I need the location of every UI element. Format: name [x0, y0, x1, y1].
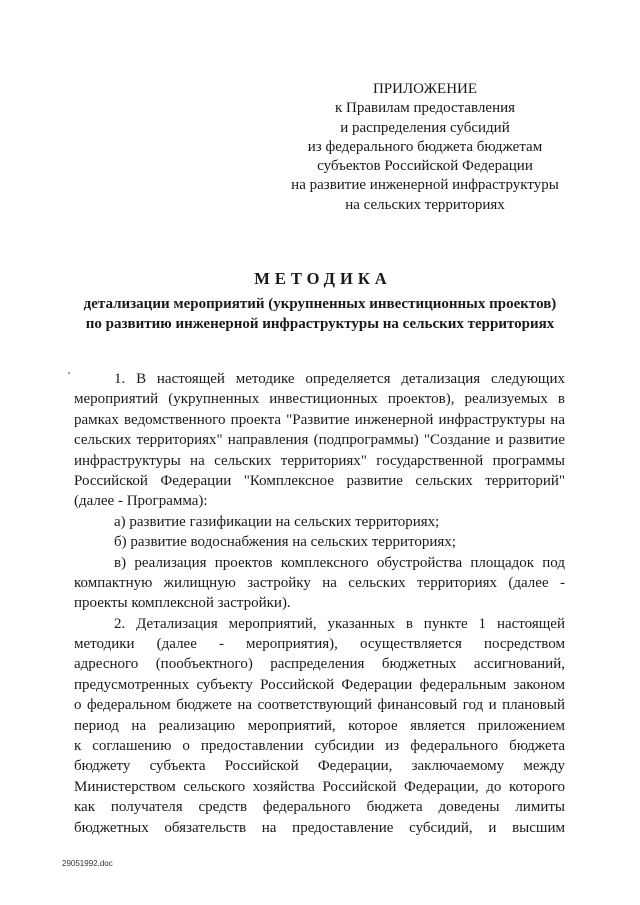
document-body [74, 369, 565, 838]
body-line: б) развитие водоснабжения на сельских территориях; [114, 534, 456, 551]
body-line: адресного (пообъектного) распределения бюджетных ассигнований, [74, 656, 565, 673]
body-line: период на реализацию мероприятий, которое является приложением [74, 717, 565, 734]
appendix-line: и распределения субсидий [340, 119, 510, 136]
body-line: методики (далее - мероприятия), осуществляется посредством [74, 636, 565, 653]
body-line: к соглашению о предоставлении субсидии из федерального бюджета [74, 738, 565, 755]
subtitle-line: по развитию инженерной инфраструктуры на сельских территориях [85, 315, 555, 332]
body-line: 1. В настоящей методике определяется детализация следующих [114, 371, 565, 387]
appendix-line: на развитие инженерной инфраструктуры [291, 177, 559, 194]
scan-speck [68, 372, 70, 374]
body-line: о федеральном бюджете на соответствующий финансовый год и плановый [74, 697, 565, 714]
body-line: мероприятий (укрупненных инвестиционных проектов), реализуемых в [74, 391, 565, 408]
appendix-line: на сельских территориях [345, 196, 505, 213]
body-line: рамках ведомственного проекта "Развитие инженерной инфраструктуры на [74, 411, 565, 428]
body-line: как получателя средств федерального бюджета доведены лимиты [74, 799, 565, 816]
appendix-header [270, 80, 580, 215]
body-line: предусмотренных субъекту Российской Федерации федеральным законом [74, 676, 565, 693]
body-line: бюджетных обязательств на предоставление субсидий, и высшим [74, 819, 565, 836]
body-line: проекты комплексной застройки). [74, 595, 291, 612]
body-line: Министерством сельского хозяйства Российской Федерации, до которого [74, 778, 565, 795]
subtitle-line: детализации мероприятий (укрупненных инвестиционных проектов) [83, 296, 557, 312]
body-line: Российской Федерации "Комплексное развитие сельских территорий" [74, 472, 565, 489]
body-line: в) реализация проектов комплексного обустройства площадок под [114, 554, 565, 571]
file-code-footer: 29051992.doc [62, 859, 113, 868]
appendix-line: субъектов Российской Федерации [317, 158, 533, 175]
appendix-line: из федерального бюджета бюджетам [307, 138, 543, 155]
appendix-line: ПРИЛОЖЕНИЕ [372, 81, 478, 97]
body-line: 2. Детализация мероприятий, указанных в пункте 1 настоящей [114, 615, 565, 632]
body-line: инфраструктуры на сельских территориях" государственной программы [74, 452, 565, 469]
body-line: а) развитие газификации на сельских территориях; [114, 513, 440, 530]
body-line: компактную жилищную застройку на сельских территориях (далее - [74, 574, 565, 591]
body-line: сельских территориях" направления (подпрограммы) "Создание и развитие [74, 432, 565, 449]
document-title: МЕТОДИКА [254, 269, 392, 288]
appendix-line: к Правилам предоставления [334, 100, 516, 117]
body-line: (далее - Программа): [74, 493, 208, 510]
body-line: бюджету субъекта Российской Федерации, заключаемому между [74, 758, 565, 775]
document-subtitle [60, 295, 580, 334]
